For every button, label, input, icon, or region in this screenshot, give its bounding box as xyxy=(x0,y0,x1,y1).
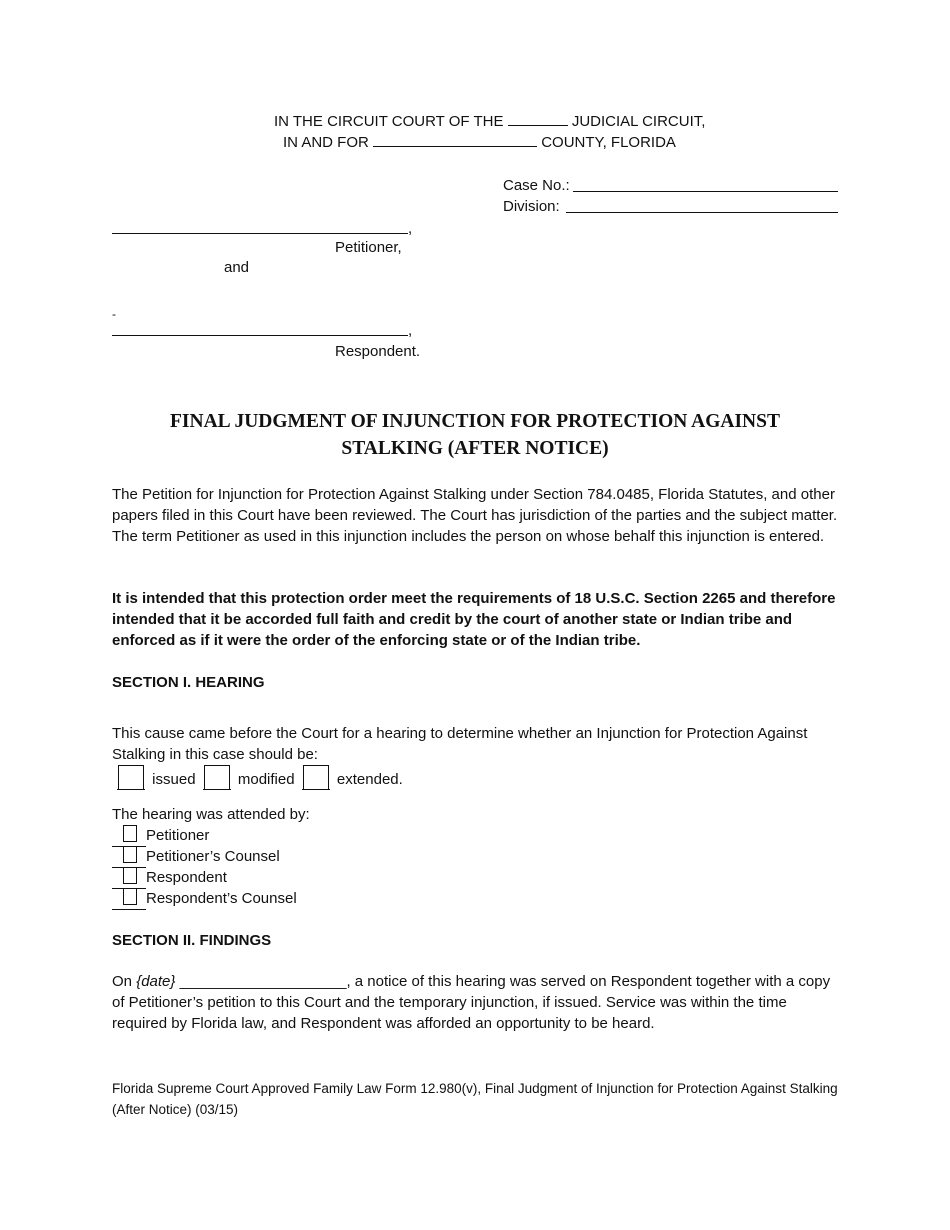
court-header-suffix: JUDICIAL CIRCUIT, xyxy=(571,113,706,130)
extended-checkbox[interactable] xyxy=(303,765,329,790)
petitioner-counsel-attended-checkbox[interactable] xyxy=(123,846,137,863)
petitioner-label: Petitioner, xyxy=(335,239,402,256)
intro-paragraph: The Petition for Injunction for Protection Against Stalking under Section 784.0485, Florida Statutes, and other papers filed in this Court have been reviewed. The Court has jurisdiction of the parties and the subject matter. The term Petitioner as used in this injunction includes the person on whose behalf this injunction is entered. xyxy=(112,486,838,545)
section1-text: This cause came before the Court for a hearing to determine whether an Injunction for Protection Against Stalking in this case should be: xyxy=(112,725,808,763)
modified-label: modified xyxy=(237,771,295,788)
petitioner-name-field[interactable] xyxy=(112,233,408,234)
attendee-row xyxy=(112,867,297,888)
title-line2: STALKING (AFTER NOTICE) xyxy=(341,438,609,459)
findings-text: , a notice of this hearing was served on Respondent together with a copy of Petitioner’s petition to this Court and the temporary injunction, if issued. Service was within the time required by Florida law, and Respondent was afforded an opportunity to be heard. xyxy=(112,973,831,1032)
attendee-label: Petitioner’s Counsel xyxy=(146,848,280,865)
county-prefix: IN AND FOR xyxy=(283,134,369,151)
issued-label: issued xyxy=(152,771,196,788)
attendee-label: Petitioner xyxy=(146,827,210,844)
extended-label: extended. xyxy=(336,771,403,788)
section2-text xyxy=(112,971,840,1034)
division-label: Division: xyxy=(503,198,560,215)
title-line1: FINAL JUDGMENT OF INJUNCTION FOR PROTECTION AGAINST xyxy=(170,411,780,432)
attendee-label: Respondent’s Counsel xyxy=(146,890,297,907)
county-suffix: COUNTY, FLORIDA xyxy=(541,134,676,151)
judicial-circuit-field[interactable] xyxy=(508,111,568,126)
court-header-line1 xyxy=(274,111,705,132)
case-no-label: Case No.: xyxy=(503,177,570,194)
section1-heading: SECTION I. HEARING xyxy=(112,674,265,691)
date-field[interactable]: ____________________ xyxy=(179,973,347,990)
federal-paragraph: It is intended that this protection order meet the requirements of 18 U.S.C. Section 2265 and therefore intended that it be accorded full faith and credit by the court of another state or Indian tribe and enforced as if it were the order of the enforcing state or of the Indian tribe. xyxy=(112,590,836,649)
date-placeholder: {date} xyxy=(136,973,176,990)
and-label: and xyxy=(224,259,250,276)
respondent-attended-checkbox[interactable] xyxy=(123,867,137,884)
case-no-field[interactable] xyxy=(573,191,838,192)
attendee-row xyxy=(112,825,297,846)
petitioner-comma: , xyxy=(408,220,413,237)
court-header-line2 xyxy=(283,132,676,153)
modified-checkbox[interactable] xyxy=(204,765,230,790)
attendee-label: Respondent xyxy=(146,869,227,886)
attendee-row xyxy=(112,846,297,867)
issued-checkbox[interactable] xyxy=(118,765,144,790)
respondent-counsel-attended-checkbox[interactable] xyxy=(123,888,137,905)
form-footer: Florida Supreme Court Approved Family Law Form 12.980(v), Final Judgment of Injunction for Protection Against Stalking (After Notice) (03/15) xyxy=(112,1081,838,1117)
section2-heading: SECTION II. FINDINGS xyxy=(112,932,272,949)
court-header-prefix: IN THE CIRCUIT COURT OF THE xyxy=(274,113,504,130)
attendee-list xyxy=(112,825,297,909)
respondent-name-field[interactable] xyxy=(112,335,408,336)
petitioner-attended-checkbox[interactable] xyxy=(123,825,137,842)
respondent-label: Respondent. xyxy=(335,343,421,360)
attendee-row xyxy=(112,888,297,909)
division-field[interactable] xyxy=(566,212,838,213)
on-label: On xyxy=(112,973,133,990)
county-field[interactable] xyxy=(373,132,537,147)
respondent-comma: , xyxy=(408,322,413,339)
respondent-dash: - xyxy=(112,307,116,321)
document-title xyxy=(112,408,838,462)
hearing-options xyxy=(118,765,403,795)
attended-label: The hearing was attended by: xyxy=(112,806,310,823)
